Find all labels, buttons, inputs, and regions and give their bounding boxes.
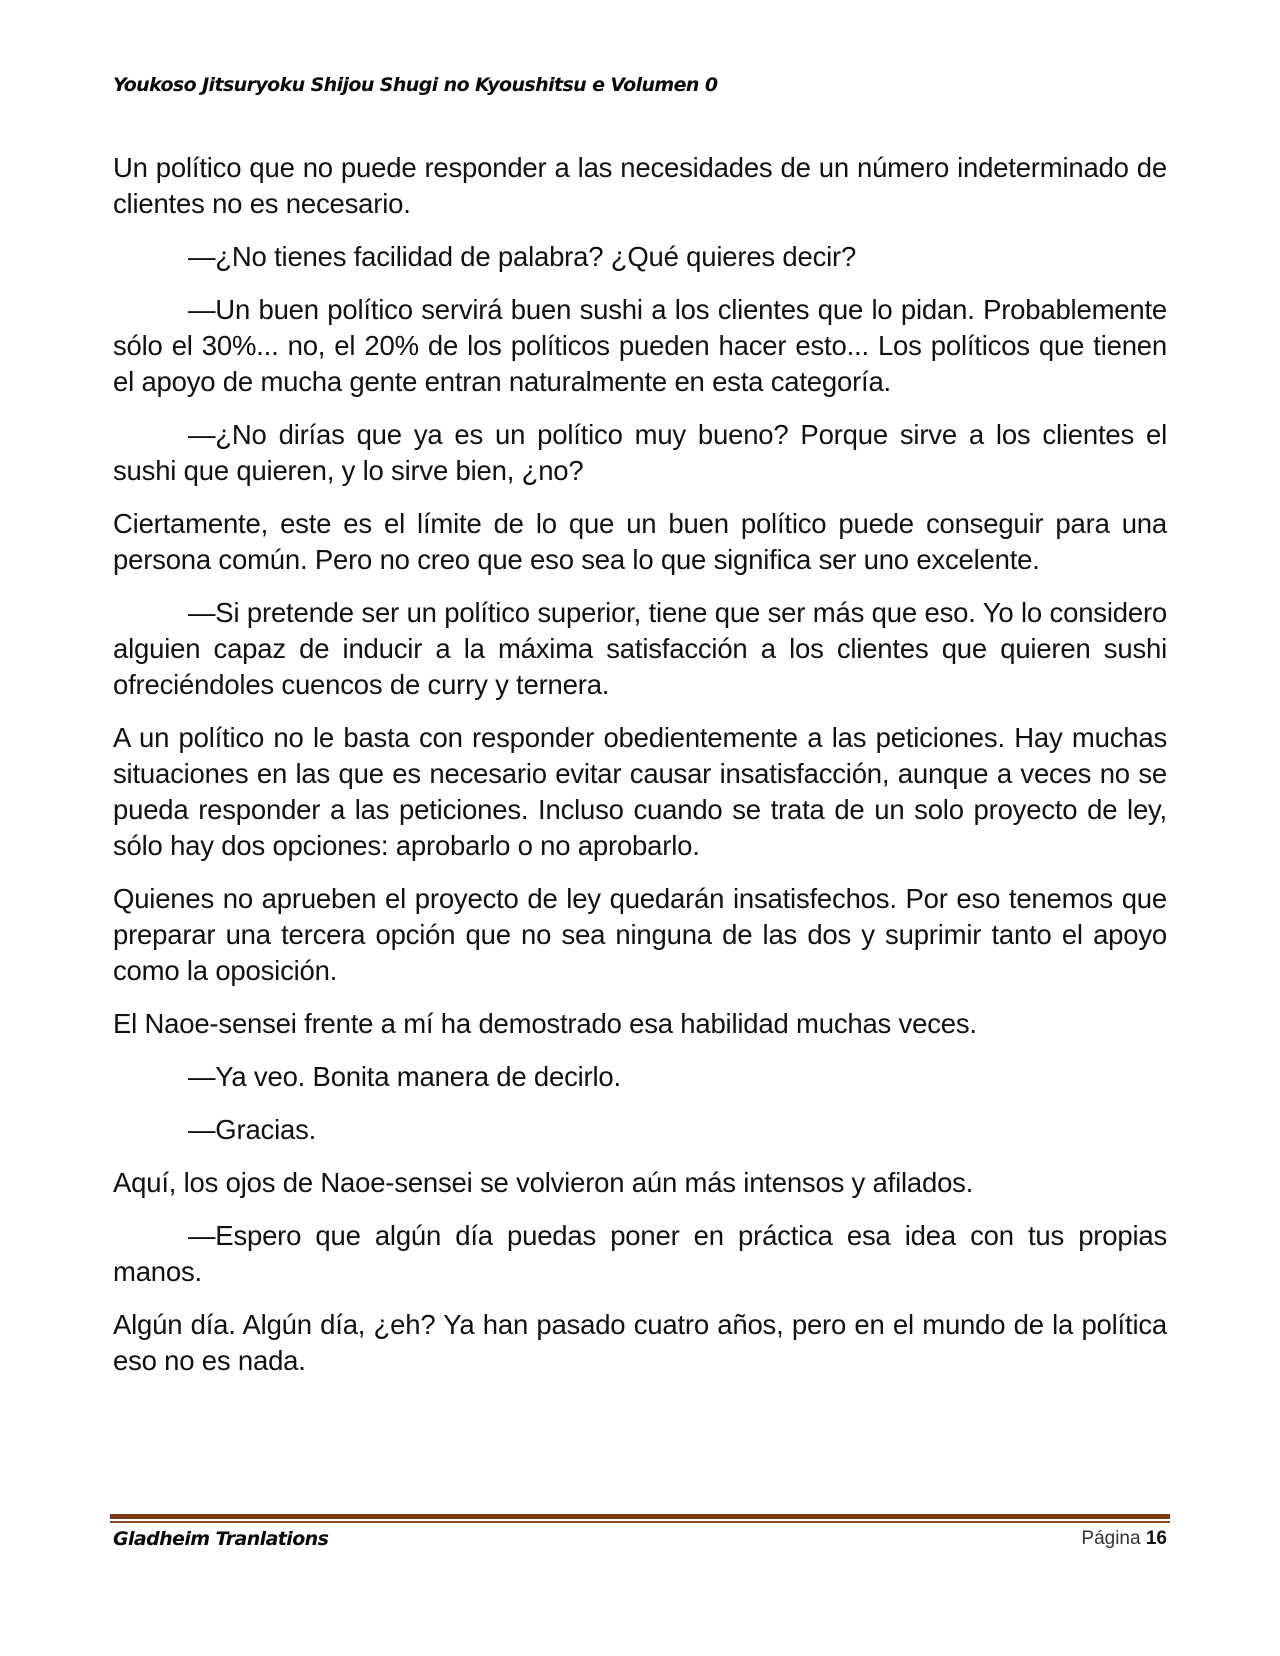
dialogue-paragraph: —¿No dirías que ya es un político muy bueno? Porque sirve a los clientes el sushi que quieren, y lo sirve bien, ¿no? — [113, 419, 1167, 486]
paragraph: Quienes no aprueben el proyecto de ley quedarán insatisfechos. Por eso tenemos que preparar una tercera opción que no sea ninguna de las dos y suprimir tanto el apoyo como la oposición. — [113, 883, 1167, 986]
footer-divider — [110, 1514, 1170, 1523]
footer-divider-thin — [110, 1521, 1170, 1523]
dialogue-paragraph: —¿No tienes facilidad de palabra? ¿Qué quieres decir? — [188, 241, 857, 272]
paragraph: Algún día. Algún día, ¿eh? Ya han pasado cuatro años, pero en el mundo de la política eso no es nada. — [113, 1309, 1167, 1376]
dialogue-paragraph: —Espero que algún día puedas poner en práctica esa idea con tus propias manos. — [113, 1220, 1167, 1287]
running-header: Youkoso Jitsuryoku Shijou Shugi no Kyoushitsu e Volumen 0 — [113, 74, 718, 96]
dialogue-paragraph: —Ya veo. Bonita manera de decirlo. — [188, 1061, 621, 1092]
dialogue-paragraph: —Gracias. — [188, 1114, 317, 1145]
dialogue-paragraph: —Si pretende ser un político superior, tiene que ser más que eso. Yo lo considero alguien capaz de inducir a la máxima satisfacción a los clientes que quieren sushi ofreciéndoles cuencos de curry y ternera. — [113, 597, 1167, 700]
paragraph: Un político que no puede responder a las necesidades de un número indeterminado de clientes no es necesario. — [113, 152, 1167, 219]
footer-credit: Gladheim Tranlations — [113, 1528, 329, 1550]
paragraph: El Naoe-sensei frente a mí ha demostrado esa habilidad muchas veces. — [113, 1008, 977, 1039]
page-number: 16 — [1145, 1528, 1167, 1549]
dialogue-paragraph: —Un buen político servirá buen sushi a los clientes que lo pidan. Probablemente sólo el 30%... no, el 20% de los políticos pueden hacer esto... Los políticos que tienen el apoyo de mucha gente entran naturalmente en esta categoría. — [113, 294, 1167, 397]
page-number-block — [1081, 1528, 1167, 1550]
body-text — [113, 150, 1167, 1396]
paragraph: Aquí, los ojos de Naoe-sensei se volvieron aún más intensos y afilados. — [113, 1167, 974, 1198]
paragraph: Ciertamente, este es el límite de lo que un buen político puede conseguir para una persona común. Pero no creo que eso sea lo que significa ser uno excelente. — [113, 508, 1167, 575]
page-label: Página — [1081, 1528, 1141, 1549]
paragraph: A un político no le basta con responder obedientemente a las peticiones. Hay muchas situaciones en las que es necesario evitar causar insatisfacción, aunque a veces no se pueda responder a las peticiones. Incluso cuando se trata de un solo proyecto de ley, sólo hay dos opciones: aprobarlo o no aprobarlo. — [113, 722, 1167, 861]
